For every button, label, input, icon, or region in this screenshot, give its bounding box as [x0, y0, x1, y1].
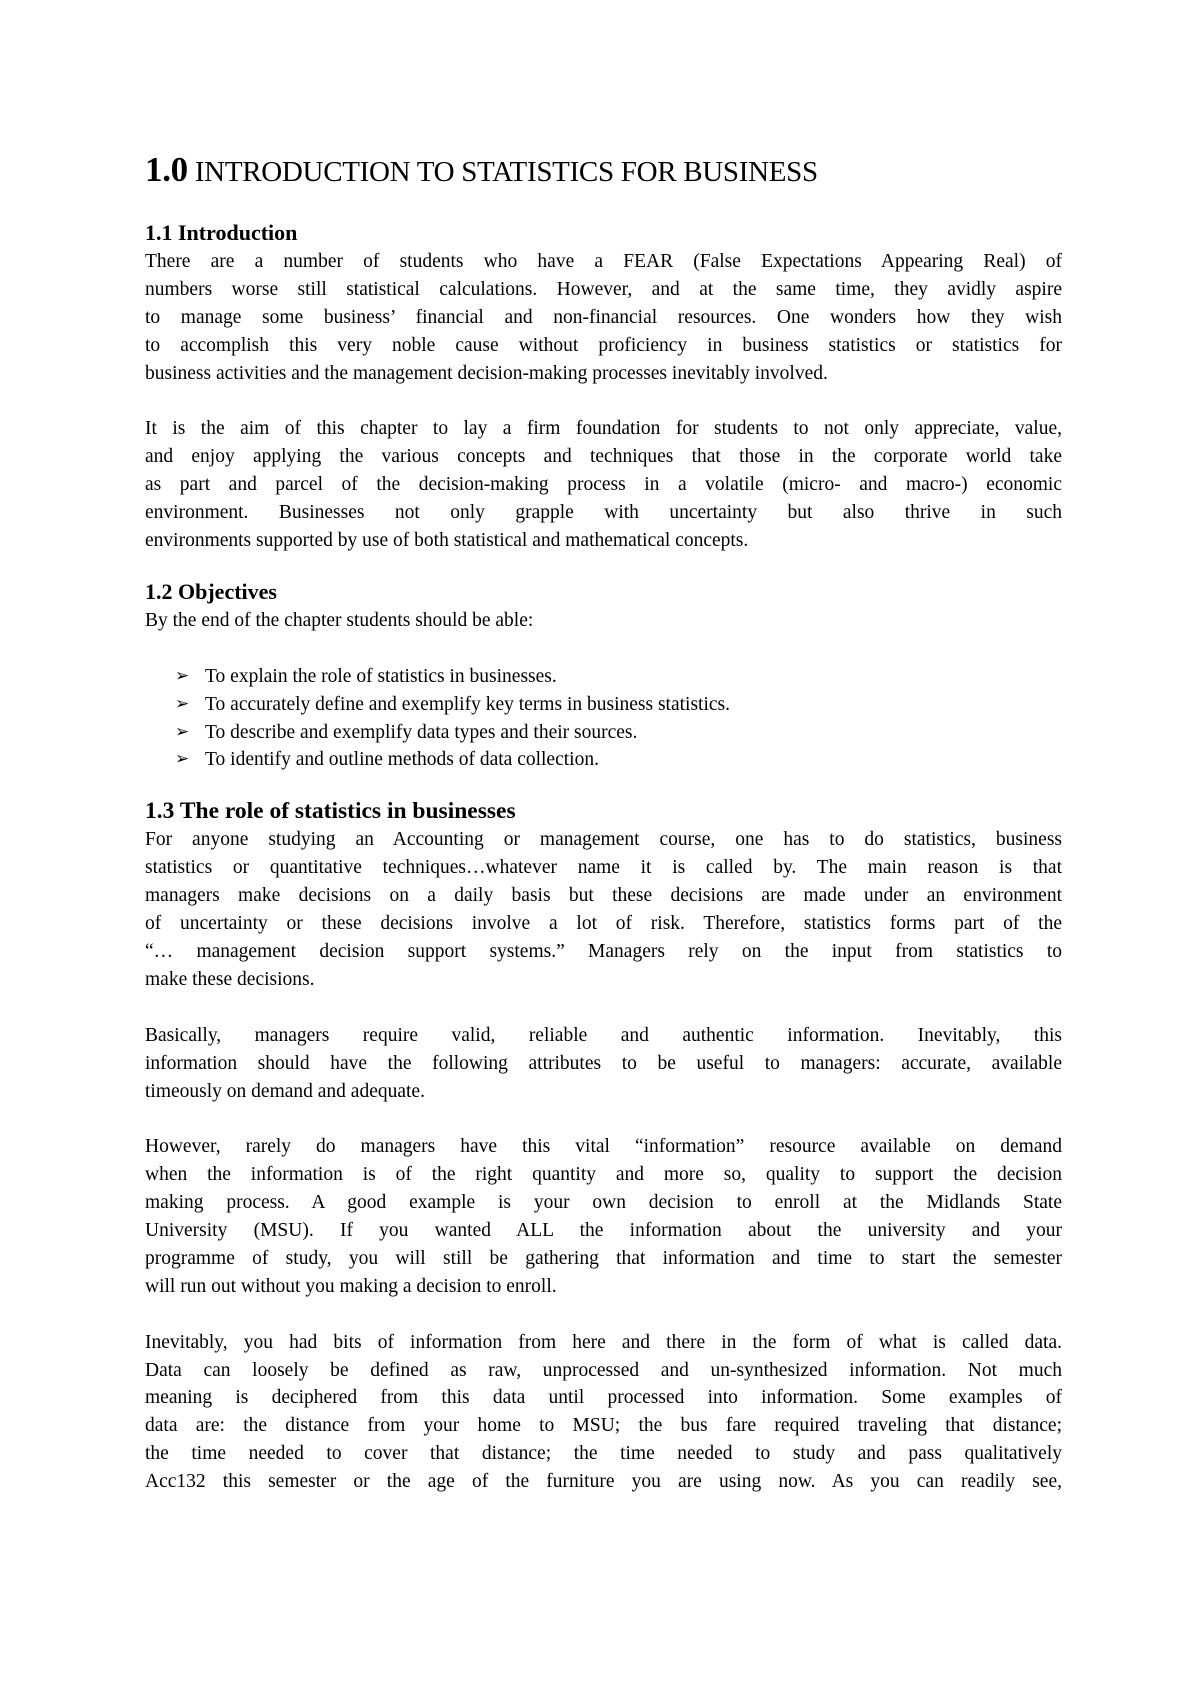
objectives-list: [145, 663, 1062, 775]
text-line: Basically, managers require valid, reliable and authentic information. Inevitably, this: [145, 1024, 1062, 1046]
text-line: numbers worse still statistical calculations. However, and at the same time, they avidly aspire: [145, 278, 1062, 300]
text-line: It is the aim of this chapter to lay a firm foundation for students to not only appreciate, value,: [145, 418, 1062, 440]
objective-text: To explain the role of statistics in businesses.: [205, 665, 557, 687]
text-line: information should have the following attributes to be useful to managers: accurate, available: [145, 1052, 1062, 1074]
section-gap: [145, 555, 1062, 577]
text-line: programme of study, you will still be gathering that information and time to start the semester: [145, 1247, 1062, 1269]
paragraph-gap: [145, 1301, 1062, 1329]
role-paragraph-4: [145, 1329, 1062, 1496]
chapter-title-text: INTRODUCTION TO STATISTICS FOR BUSINESS: [194, 156, 818, 188]
role-paragraph-3: [145, 1133, 1062, 1300]
text-line: making process. A good example is your own decision to enroll at the Midlands State: [145, 1192, 1062, 1214]
text-line: managers make decisions on a daily basis but these decisions are made under an environment: [145, 885, 1062, 907]
intro-paragraph-2: [145, 415, 1062, 555]
text-line: data are: the distance from your home to MSU; the bus fare required traveling that distance;: [145, 1415, 1062, 1437]
section-heading-role-of-statistics: 1.3 The role of statistics in businesses: [145, 798, 516, 825]
role-paragraph-2: [145, 1022, 1062, 1106]
section-heading-introduction: 1.1 Introduction: [145, 220, 298, 245]
paragraph-gap: [145, 1105, 1062, 1133]
text-line: when the information is of the right quantity and more so, quality to support the decision: [145, 1164, 1062, 1186]
text-line: Acc132 this semester or the age of the furniture you are using now. As you can readily see,: [145, 1471, 1062, 1493]
paragraph-gap: [145, 994, 1062, 1022]
text-line: For anyone studying an Accounting or management course, one has to do statistics, business: [145, 829, 1062, 851]
intro-paragraph-1: [145, 248, 1062, 388]
text-line: and enjoy applying the various concepts and techniques that those in the corporate world take: [145, 446, 1062, 468]
text-line: business activities and the management decision-making processes inevitably involved.: [145, 362, 828, 384]
text-line: However, rarely do managers have this vital “information” resource available on demand: [145, 1136, 1062, 1158]
paragraph-gap: [145, 388, 1062, 416]
objective-text: To identify and outline methods of data collection.: [205, 749, 599, 771]
text-line: There are a number of students who have a FEAR (False Expectations Appearing Real) of: [145, 251, 1062, 272]
text-line: Inevitably, you had bits of information from here and there in the form of what is called data.: [145, 1331, 1062, 1353]
list-item: [175, 719, 1062, 747]
text-line: University (MSU). If you wanted ALL the information about the university and your: [145, 1220, 1062, 1242]
text-line: environment. Businesses not only grapple with uncertainty but also thrive in such: [145, 502, 1062, 524]
text-line: to manage some business’ financial and non-financial resources. One wonders how they wish: [145, 306, 1062, 328]
objectives-lead: By the end of the chapter students should be able:: [145, 609, 534, 631]
text-line: timeously on demand and adequate.: [145, 1080, 425, 1102]
arrowhead-bullet-icon: ➢: [175, 749, 190, 770]
text-line: as part and parcel of the decision-making process in a volatile (micro- and macro-) economic: [145, 474, 1062, 496]
chapter-number: 1.0: [145, 150, 188, 189]
arrowhead-bullet-icon: ➢: [175, 665, 190, 686]
list-item: [175, 746, 1062, 774]
list-item: [175, 663, 1062, 691]
section-heading-objectives: 1.2 Objectives: [145, 578, 277, 604]
document-page: [145, 150, 1062, 1496]
text-line: “… management decision support systems.” Managers rely on the input from statistics to: [145, 941, 1062, 962]
text-line: of uncertainty or these decisions involve a lot of risk. Therefore, statistics forms part of the: [145, 913, 1062, 935]
role-paragraph-1: [145, 826, 1062, 993]
text-line: meaning is deciphered from this data until processed into information. Some examples of: [145, 1387, 1062, 1409]
chapter-title: [145, 150, 1062, 192]
arrowhead-bullet-icon: ➢: [175, 693, 190, 714]
objective-text: To accurately define and exemplify key terms in business statistics.: [205, 693, 730, 715]
text-line: Data can loosely be defined as raw, unprocessed and un-synthesized information. Not much: [145, 1359, 1062, 1381]
text-line: the time needed to cover that distance; the time needed to study and pass qualitatively: [145, 1443, 1062, 1465]
section-gap: [145, 774, 1062, 796]
objective-text: To describe and exemplify data types and their sources.: [205, 721, 638, 743]
text-line: make these decisions.: [145, 968, 315, 990]
text-line: environments supported by use of both statistical and mathematical concepts.: [145, 530, 749, 552]
paragraph-gap: [145, 635, 1062, 663]
arrowhead-bullet-icon: ➢: [175, 721, 190, 742]
list-item: [175, 691, 1062, 719]
text-line: will run out without you making a decision to enroll.: [145, 1275, 557, 1297]
text-line: statistics or quantitative techniques…whatever name it is called by. The main reason is that: [145, 857, 1062, 879]
text-line: to accomplish this very noble cause without proficiency in business statistics or statistics for: [145, 334, 1062, 356]
